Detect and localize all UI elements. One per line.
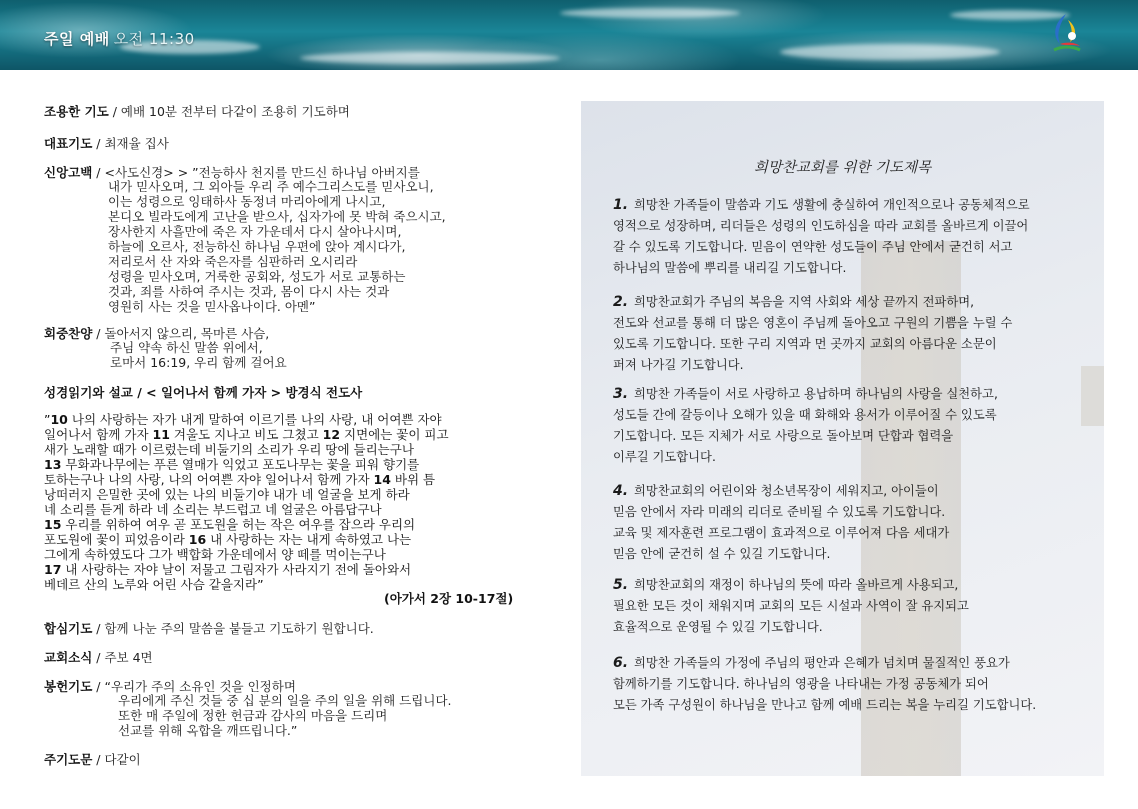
prayer-text: 희망찬 가족들이 말씀과 기도 생활에 충실하여 개인적으로나 공동체적으로 [630,198,1030,212]
item-text: / 다같이 [92,752,141,767]
verse-number: 11 [152,427,170,442]
panel-title: 희망찬교회를 위한 기도제목 [753,160,932,176]
verse-text: 내 사랑하는 자야 날이 저물고 그림자가 사라지기 전에 돌아와서 [61,562,412,577]
prayer-text: 퍼져 나가길 기도합니다. [613,358,744,372]
verse-text: 나의 사랑하는 자가 내게 말하여 이르기를 나의 사랑, 내 어여쁜 자야 [67,412,442,427]
prayer-line [613,653,1036,674]
prayer-line [613,695,1036,716]
verse-number: 10 [50,412,68,427]
scripture-line [44,487,524,502]
verse-text: 베데르 산의 노루와 어린 사슴 같을지라” [44,577,264,592]
offering-line: 우리에게 주신 것들 중 십 분의 일을 주의 일을 위해 드립니다. [118,693,452,708]
prayer-line [613,426,998,447]
scripture-line [44,442,524,457]
prayer-text: 기도합니다. 모든 지체가 서로 사랑으로 돌아보며 단합과 협력을 [613,429,954,443]
prayer-text: 하나님의 말씀에 뿌리를 내리길 기도합니다. [613,261,847,275]
prayer-text: 희망찬 가족들의 가정에 주님의 평안과 은혜가 넘치며 물질적인 풍요가 [630,656,1010,670]
prayer-line [613,674,1036,695]
prayer-text: 믿음 안에 굳건히 설 수 있길 기도합니다. [613,547,831,561]
verse-number: 15 [44,517,62,532]
item-text: / 최재율 집사 [92,136,169,151]
prayer-line [613,523,949,544]
scripture-line [44,472,524,487]
prayer-line [613,355,1012,376]
lords-prayer-row [44,750,141,768]
creed-line: 이는 성령으로 잉태하사 동정녀 마리아에게 나시고, [108,194,386,209]
prayer-line [613,334,1012,355]
prayer-text: 희망찬교회의 재정이 하나님의 뜻에 따라 올바르게 사용되고, [630,578,959,592]
prayer-line [613,502,949,523]
prayer-number: 2. [613,294,629,310]
verse-text: 토하는구나 나의 사랑, 나의 어여쁜 자야 일어나서 함께 가자 [44,472,374,487]
verse-text: 내 사랑하는 자는 내게 속하였고 나는 [206,532,412,547]
prayer-text: 이루길 기도합니다. [613,450,716,464]
verse-text: ” [44,412,51,427]
verse-text: 일어나서 함께 가자 [44,427,153,442]
prayer-line [613,544,949,565]
offering-line: 선교를 위해 옥합을 깨뜨립니다.” [118,723,298,738]
prayer-item [613,481,949,565]
prayer-line [613,216,1030,237]
prayer-line [613,575,969,596]
creed-line: 것과, 죄를 사하여 주시는 것과, 몸이 다시 사는 것과 [108,284,390,299]
hymn-list [110,340,287,370]
scripture-line [44,412,524,427]
verse-text: 겨울도 지나고 비도 그쳤고 [169,427,323,442]
prayer-item [613,575,969,638]
offering-line: 또한 매 주일에 정한 헌금과 감사의 마음을 드리며 [118,708,388,723]
prayer-text: 있도록 기도합니다. 또한 구리 지역과 먼 곳까지 교회의 아름다운 소문이 [613,337,997,351]
apostles-creed-text [108,179,446,314]
prayer-number: 6. [613,655,629,671]
service-time: 오전 11:30 [113,30,195,48]
prayer-line [613,313,1012,334]
prayer-line [613,481,949,502]
verse-number: 17 [44,562,62,577]
scripture-line [44,532,524,547]
creed-line: 저리로서 산 자와 죽은자를 심판하러 오시리라 [108,254,358,269]
item-label: 합심기도 [44,621,93,636]
item-label: 대표기도 [44,136,93,151]
prayer-line [613,292,1012,313]
scripture-line [44,502,524,517]
prayer-number: 1. [613,197,629,213]
item-text: / 주보 4면 [92,650,153,665]
unison-prayer-row [44,619,374,637]
offering-prayer-text [118,693,452,738]
item-label: 신앙고백 [44,165,93,180]
prayer-number: 5. [613,577,629,593]
creed-line: 장사한지 사흘만에 죽은 자 가운데서 다시 살아나시며, [108,224,402,239]
church-news-row [44,648,153,666]
item-label: 회중찬양 [44,326,93,341]
scripture-line [44,547,524,562]
item-label: 봉헌기도 [44,679,93,694]
church-logo-icon [1046,12,1082,60]
scripture-line [44,562,524,577]
prayer-text: 믿음 안에서 자라 미래의 리더로 준비될 수 있도록 기도합니다. [613,505,946,519]
item-text: / 함께 나눈 주의 말씀을 붙들고 기도하기 원합니다. [92,621,374,636]
wave-foam [300,52,560,64]
wave-foam [560,8,740,18]
prayer-line [613,237,1030,258]
item-label: 조용한 기도 [44,104,109,119]
prayer-line [613,195,1030,216]
verse-text: 바위 틈 [390,472,436,487]
prayer-number: 4. [613,483,629,499]
verse-text: 포도원에 꽃이 피었음이라 [44,532,189,547]
prayer-line [613,617,969,638]
verse-text: 새가 노래할 때가 이르렀는데 비둘기의 소리가 우리 땅에 들리는구나 [44,442,414,457]
verse-number: 13 [44,457,62,472]
prayer-line [613,258,1030,279]
page-title [44,28,195,49]
item-label: 교회소식 [44,650,93,665]
verse-number: 12 [322,427,341,442]
prayer-text: 효율적으로 운영될 수 있길 기도합니다. [613,620,823,634]
hymn-line: 주님 약속 하신 말씀 위에서, [110,340,263,355]
scripture-line [44,457,524,472]
prayer-item [613,384,998,468]
prayer-text: 희망찬교회가 주님의 복음을 지역 사회와 세상 끝까지 전파하며, [630,295,975,309]
creed-line: 하늘에 오르사, 전능하신 하나님 우편에 앉아 계시다가, [108,239,406,254]
scripture-reference: (아가서 2장 10-17절) [384,591,514,606]
sermon-heading: 성경읽기와 설교 / < 일어나서 함께 가자 > 방경식 전도사 [44,385,363,400]
prayer-text: 희망찬 가족들이 서로 사랑하고 용납하며 하나님의 사랑을 실천하고, [630,387,998,401]
verse-text: 우리를 위하여 여우 곧 포도원을 허는 작은 여우를 잡으라 우리의 [61,517,416,532]
prayer-text: 영적으로 성장하며, 리더들은 성령의 인도하심을 따라 교회를 올바르게 이끌어 [613,219,1029,233]
creed-line: 영원히 사는 것을 믿사옵나이다. 아멘” [108,299,316,314]
wave-foam [780,44,1000,60]
prayer-requests-panel [581,101,1104,776]
prayer-line [613,384,998,405]
prayer-text: 전도와 선교를 통해 더 많은 영혼이 주님께 돌아오고 구원의 기쁨을 누릴 수 [613,316,1013,330]
prayer-text: 모든 가족 구성원이 하나님을 만나고 함께 예배 드리는 복을 누리길 기도합니다. [613,698,1037,712]
prayer-line [613,405,998,426]
prayer-text: 희망찬교회의 어린이와 청소년목장이 세워지고, 아이들이 [630,484,939,498]
item-text: / 예배 10분 전부터 다같이 조용히 기도하며 [108,104,350,119]
prayer-item [613,292,1012,376]
service-name: 주일 예배 [44,30,110,48]
representative-prayer-row [44,134,169,152]
scripture-passage [44,412,524,592]
prayer-text: 교육 및 제자훈련 프로그램이 효과적으로 이루어져 다음 세대가 [613,526,950,540]
item-text: / “우리가 주의 소유인 것을 인정하며 [92,679,296,694]
prayer-text: 필요한 모든 것이 채워지며 교회의 모든 시설과 사역이 잘 유지되고 [613,599,969,613]
prayer-line [613,447,998,468]
verse-text: 지면에는 꽃이 피고 [340,427,449,442]
creed-line: 본디오 빌라도에게 고난을 받으사, 십자가에 못 박혀 죽으시고, [108,209,446,224]
prayer-line [613,596,969,617]
prayer-number: 3. [613,386,629,402]
hymn-line: 로마서 16:19, 우리 함께 걸어요 [110,355,287,370]
verse-number: 16 [188,532,207,547]
verse-text: 네 소리를 듣게 하라 네 소리는 부드럽고 네 얼굴은 아름답구나 [44,502,382,517]
verse-text: 그에게 속하였도다 그가 백합화 가운데에서 양 떼를 먹이는구나 [44,547,386,562]
creed-line: 성령을 믿사오며, 거룩한 공회와, 성도가 서로 교통하는 [108,269,406,284]
verse-number: 14 [373,472,391,487]
item-label: 주기도문 [44,752,93,767]
prayer-item [613,195,1030,279]
scripture-line [44,427,524,442]
cross-background [1081,366,1104,426]
scripture-line [44,517,524,532]
creed-line: 내가 믿사오며, 그 외아들 우리 주 예수그리스도를 믿사오니, [108,179,434,194]
header-banner [0,0,1138,70]
verse-text: 무화과나무에는 푸른 열매가 익었고 포도나무는 꽃을 피워 향기를 [61,457,420,472]
prayer-text: 갈 수 있도록 기도합니다. 믿음이 연약한 성도들이 주님 안에서 굳건히 서고 [613,240,1013,254]
silent-prayer-row [44,102,350,120]
prayer-text: 함께하기를 기도합니다. 하나님의 영광을 나타내는 가정 공동체가 되어 [613,677,989,691]
verse-text: 낭떠러지 은밀한 곳에 있는 나의 비둘기야 내가 네 얼굴을 보게 하라 [44,487,410,502]
item-text: / <사도신경> > ”전능하사 천지를 만드신 하나님 아버지를 [92,165,420,180]
prayer-item [613,653,1036,716]
item-text: / 돌아서지 않으리, 목마른 사슴, [92,326,270,341]
prayer-text: 성도들 간에 갈등이나 오해가 있을 때 화해와 용서가 이루어질 수 있도록 [613,408,997,422]
